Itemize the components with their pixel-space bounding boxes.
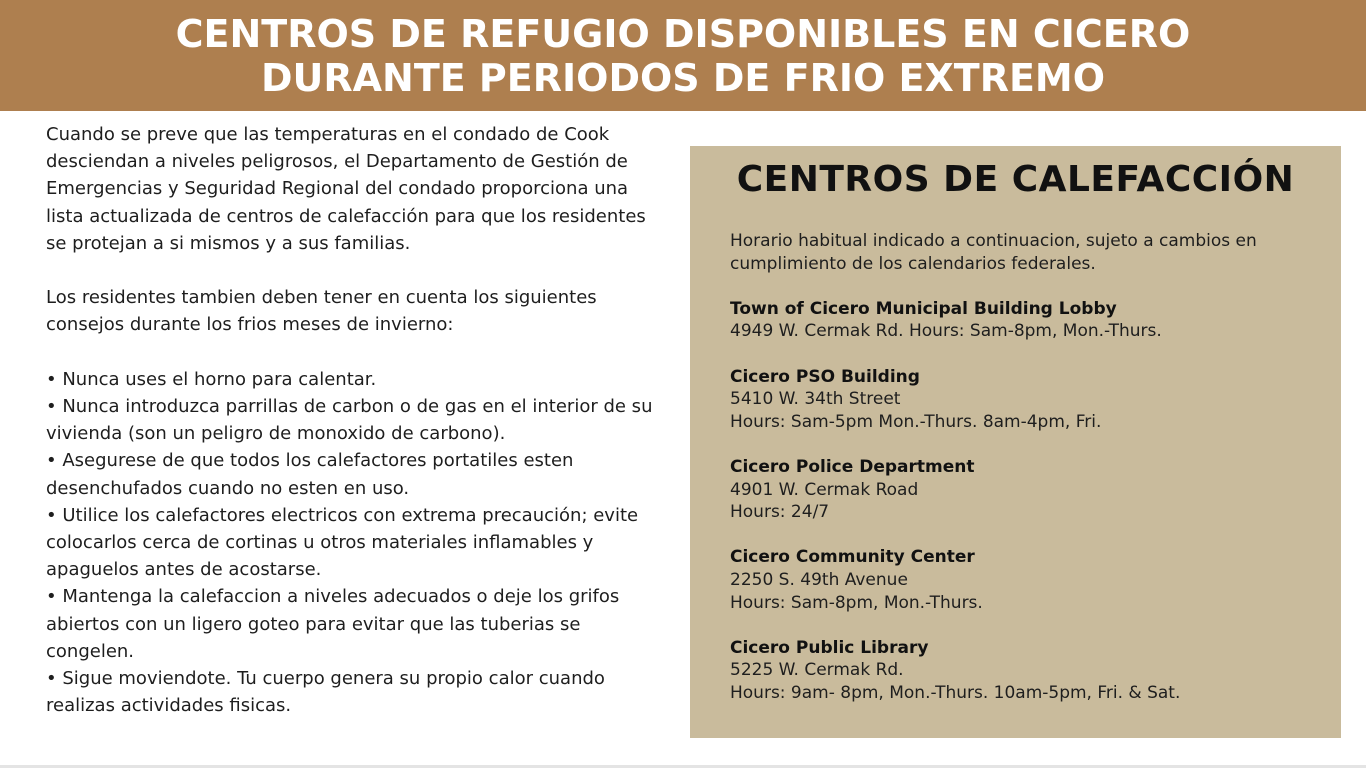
center-address: 5225 W. Cermak Rd. <box>730 660 904 681</box>
center-address: 2250 S. 49th Avenue <box>730 569 908 590</box>
center-address-hours: 4949 W. Cermak Rd. Hours: Sam-8pm, Mon.-Thurs. <box>730 321 1162 342</box>
paragraph-spacer <box>46 257 661 284</box>
panel-title: CENTROS DE CALEFACCIÓN <box>736 159 1295 200</box>
tip-item: • Utilice los calefactores electricos con extrema precaución; evite colocarlos cerca de cortinas u otros materiales inflamables y apaguelos antes de acostarse. <box>46 504 639 581</box>
center-name: Cicero Police Department <box>730 456 975 477</box>
schedule-note: Horario habitual indicado a continuacion, sujeto a cambios en cumplimiento de los calendarios federales. <box>730 231 1257 274</box>
page-title-line-2: DURANTE PERIODOS DE FRIO EXTREMO <box>260 55 1106 100</box>
center-name: Town of Cicero Municipal Building Lobby <box>730 298 1117 319</box>
center-hours: Hours: Sam-5pm Mon.-Thurs. 8am-4pm, Fri. <box>730 411 1102 432</box>
center-hours: Hours: 9am- 8pm, Mon.-Thurs. 10am-5pm, Fri. & Sat. <box>730 682 1181 703</box>
heating-centers-panel <box>690 146 1341 738</box>
tips-intro-paragraph: Los residentes tambien deben tener en cuenta los siguientes consejos durante los frios meses de invierno: <box>46 287 597 336</box>
tips-list <box>46 366 661 720</box>
tip-item: • Nunca uses el horno para calentar. <box>46 368 377 390</box>
page-title-line-1: CENTROS DE REFUGIO DISPONIBLES EN CICERO <box>175 11 1191 56</box>
center-entry <box>730 366 1320 434</box>
intro-section <box>46 121 661 719</box>
paragraph-spacer <box>46 339 661 366</box>
tip-item: • Asegurese de que todos los calefactores portatiles esten desenchufados cuando no esten en uso. <box>46 450 574 499</box>
center-entry <box>730 298 1320 343</box>
center-entry <box>730 637 1320 705</box>
center-hours: Hours: Sam-8pm, Mon.-Thurs. <box>730 592 983 613</box>
center-entry <box>730 456 1320 524</box>
tip-item: • Mantenga la calefaccion a niveles adecuados o deje los grifos abiertos con un ligero goteo para evitar que las tuberias se congelen. <box>46 586 620 662</box>
tip-item: • Sigue moviendote. Tu cuerpo genera su propio calor cuando realizas actividades fisicas. <box>46 668 605 717</box>
center-entry <box>730 546 1320 614</box>
title-banner <box>0 0 1366 111</box>
heating-centers-list <box>730 230 1320 727</box>
intro-paragraph: Cuando se preve que las temperaturas en el condado de Cook desciendan a niveles peligrosos, el Departamento de Gestión de Emergencias y Seguridad Regional del condado proporciona una lista actualizada de centros de calefacción para que los residentes se protejan a si mismos y a sus familias. <box>46 124 646 254</box>
center-address: 5410 W. 34th Street <box>730 389 901 410</box>
tip-item: • Nunca introduzca parrillas de carbon o de gas en el interior de su vivienda (son un peligro de monoxido de carbono). <box>46 396 653 445</box>
center-name: Cicero Community Center <box>730 547 975 568</box>
center-name: Cicero PSO Building <box>730 366 920 387</box>
center-name: Cicero Public Library <box>730 637 929 658</box>
center-address: 4901 W. Cermak Road <box>730 479 919 500</box>
center-hours: Hours: 24/7 <box>730 502 830 523</box>
